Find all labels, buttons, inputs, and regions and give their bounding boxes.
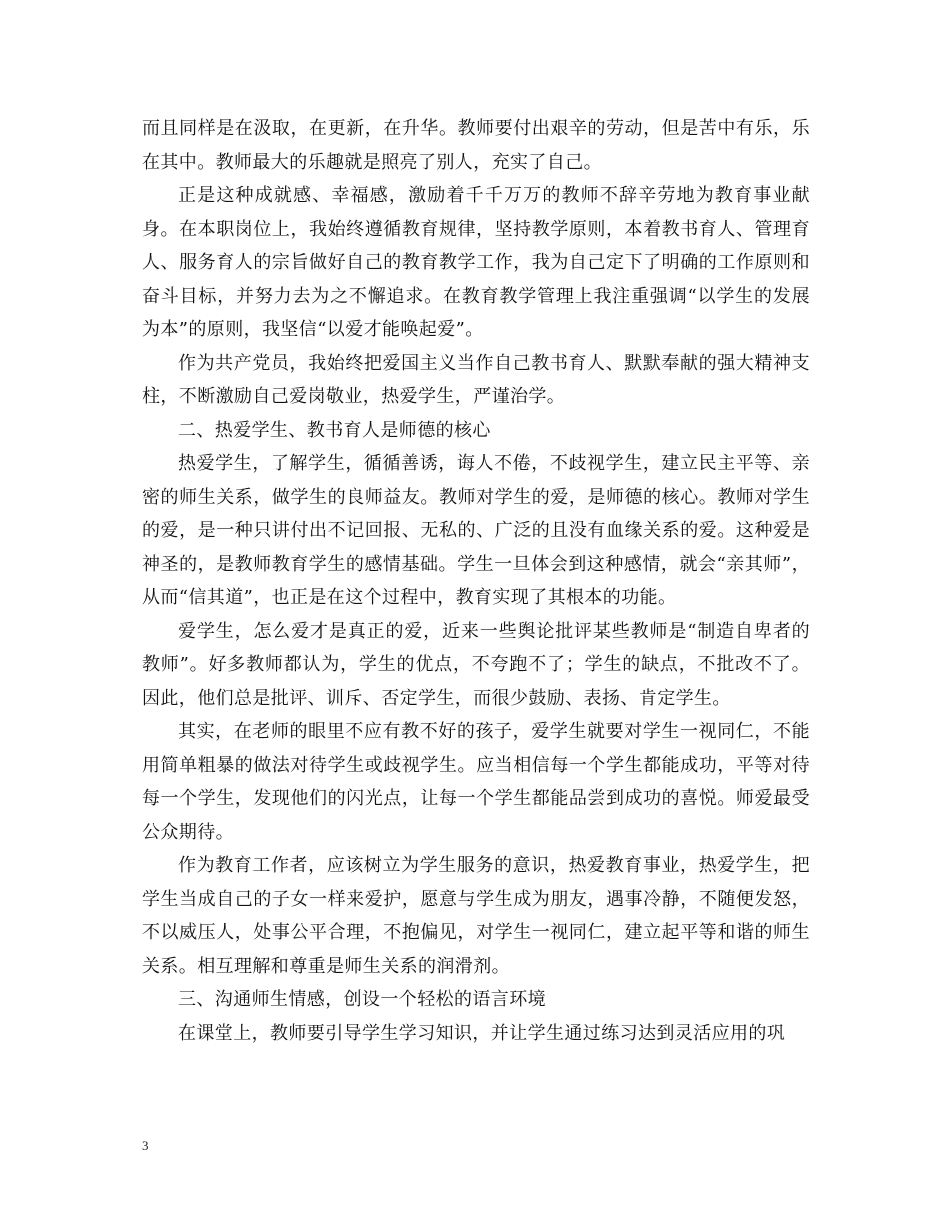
page-number: 3 [142,1138,149,1153]
section-heading-3: 三、沟通师生情感，创设一个轻松的语言环境 [178,989,546,1010]
paragraph-8: 在课堂上，教师要引导学生学习知识，并让学生通过练习达到灵活应用的巩 [178,1022,786,1044]
paragraph-6: 其实，在老师的眼里不应有教不好的孩子，爱学生就要对学生一视同仁，不能用简单粗暴的做法对待学生或歧视学生。应当相信每一个学生都能成功，平等对待每一个学生，发现他们的闪光点，让每一个学生都能品尝到成功的喜悦。师爱最受公众期待。 [142,721,810,843]
section-heading-2: 二、热爱学生、教书育人是师德的核心 [178,419,491,441]
document-page [142,112,810,1050]
paragraph-7: 作为教育工作者，应该树立为学生服务的意识，热爱教育事业，热爱学生，把学生当成自己的子女一样来爱护，愿意与学生成为朋友，遇事冷静，不随便发怒，不以威压人，处事公平合理，不抱偏见，对学生一视同仁，建立起平等和谐的师生关系。相互理解和尊重是师生关系的润滑剂。 [142,855,810,977]
paragraph-2: 正是这种成就感、幸福感，激励着千千万万的教师不辞辛劳地为教育事业献身。在本职岗位上，我始终遵循教育规律，坚持教学原则，本着教书育人、管理育人、服务育人的宗旨做好自己的教育教学工作，我为自己定下了明确的工作原则和奋斗目标，并努力去为之不懈追求。在教育教学管理上我注重强调“以学生的发展为本”的原则，我坚信“以爱才能唤起爱”。 [142,185,810,340]
paragraph-5: 爱学生，怎么爱才是真正的爱，近来一些舆论批评某些教师是“制造自卑者的教师”。好多教师都认为，学生的优点，不夸跑不了；学生的缺点，不批改不了。因此，他们总是批评、训斥、否定学生，而很少鼓励、表扬、肯定学生。 [142,620,810,709]
paragraph-4: 热爱学生，了解学生，循循善诱，诲人不倦，不歧视学生，建立民主平等、亲密的师生关系，做学生的良师益友。教师对学生的爱，是师德的核心。教师对学生的爱，是一种只讲付出不记回报、无私的、广泛的且没有血缘关系的爱。这种爱是神圣的，是教师教育学生的感情基础。学生一旦体会到这种感情，就会“亲其师”，从而“信其道”，也正是在这个过程中，教育实现了其根本的功能。 [142,453,810,608]
paragraph-1: 而且同样是在汲取，在更新，在升华。教师要付出艰辛的劳动，但是苦中有乐，乐在其中。教师最大的乐趣就是照亮了别人，充实了自己。 [142,118,810,173]
paragraph-3: 作为共产党员，我始终把爱国主义当作自己教书育人、默默奉献的强大精神支柱，不断激励自己爱岗敬业，热爱学生，严谨治学。 [142,352,810,407]
